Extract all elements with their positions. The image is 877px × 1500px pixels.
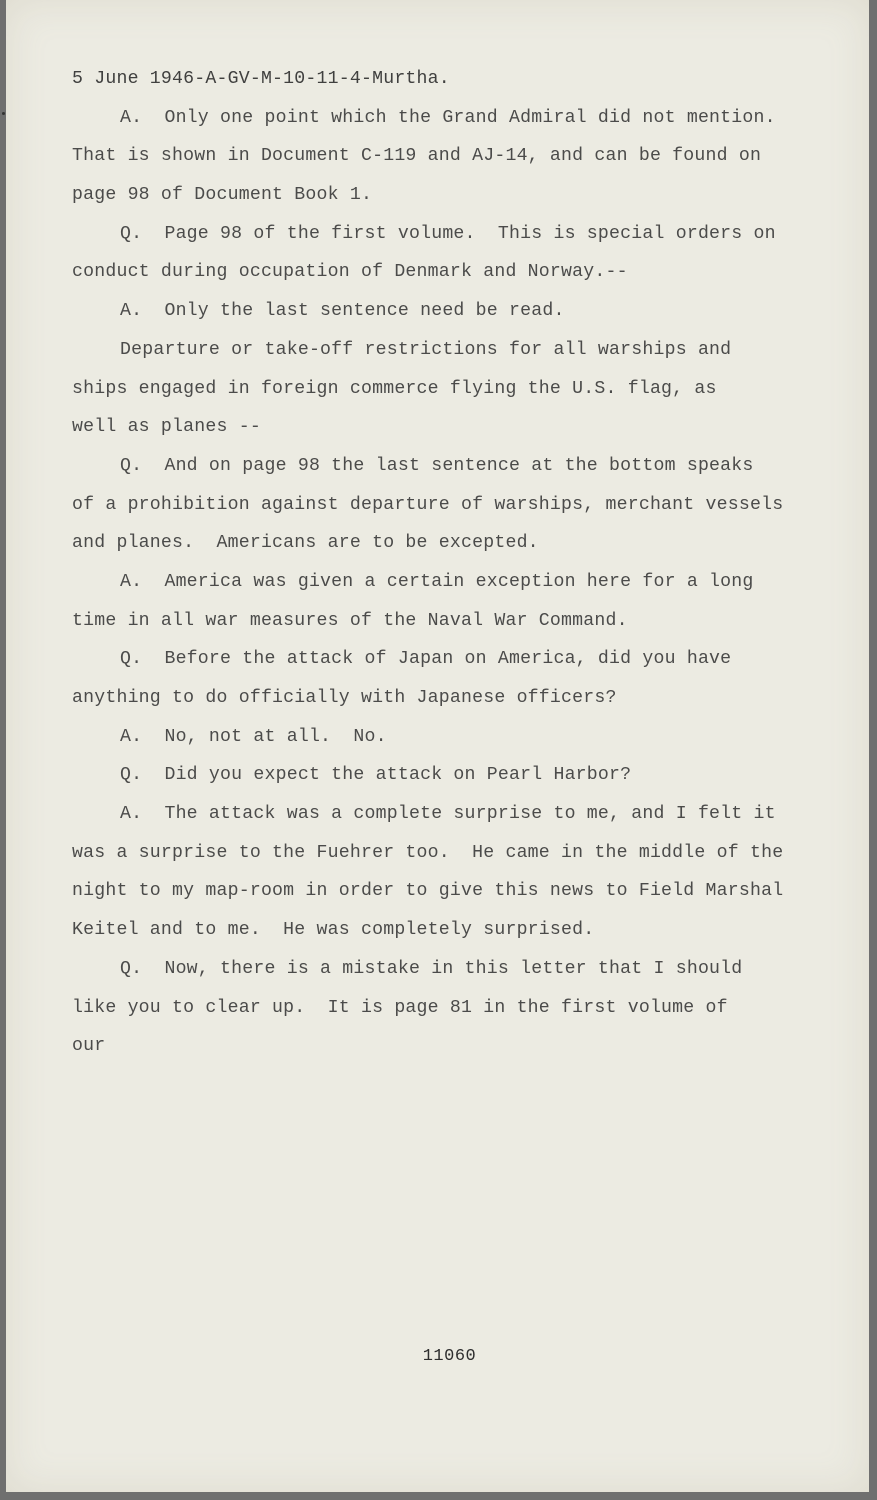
transcript-line: Q. And on page 98 the last sentence at the bottom speaks bbox=[120, 455, 754, 476]
transcript-line: well as planes -- bbox=[72, 417, 261, 438]
transcript-line: A. Only the last sentence need be read. bbox=[120, 301, 565, 322]
transcript-line: like you to clear up. It is page 81 in the first volume of bbox=[72, 997, 728, 1018]
transcript-line: A. Only one point which the Grand Admiral did not mention. bbox=[120, 107, 776, 128]
transcript-line: and planes. Americans are to be excepted. bbox=[72, 533, 539, 554]
page-number: 11060 bbox=[422, 1347, 477, 1366]
transcript-line: conduct during occupation of Denmark and Norway.-- bbox=[72, 262, 628, 283]
transcript-line: A. No, not at all. No. bbox=[120, 726, 387, 747]
transcript-line: page 98 of Document Book 1. bbox=[72, 185, 373, 206]
transcript-line: That is shown in Document C-119 and AJ-14, and can be found on bbox=[72, 146, 762, 167]
transcript-line: Q. Now, there is a mistake in this letter that I should bbox=[120, 958, 743, 979]
transcript-line: anything to do officially with Japanese officers? bbox=[72, 688, 617, 708]
transcript-lines bbox=[72, 99, 832, 1066]
transcript-line: was a surprise to the Fuehrer too. He came in the middle of the bbox=[72, 842, 784, 863]
transcript-line: Q. Page 98 of the first volume. This is special orders on bbox=[120, 223, 776, 244]
transcript-line: Q. Before the attack of Japan on America, did you have bbox=[120, 649, 732, 670]
transcript-line: time in all war measures of the Naval War Command. bbox=[72, 610, 628, 631]
transcript-line: of a prohibition against departure of warships, merchant vessels bbox=[72, 494, 784, 515]
transcript-line: A. America was given a certain exception here for a long bbox=[120, 571, 754, 592]
transcript-line: Departure or take-off restrictions for all warships and bbox=[120, 339, 732, 360]
document-page bbox=[6, 0, 869, 1492]
transcript-line: night to my map-room in order to give this news to Field Marshal bbox=[72, 881, 784, 902]
transcript-line: our bbox=[72, 1036, 106, 1057]
transcript-line: Q. Did you expect the attack on Pearl Harbor? bbox=[120, 765, 632, 786]
document-header: 5 June 1946-A-GV-M-10-11-4-Murtha. bbox=[72, 69, 450, 89]
transcript-line: ships engaged in foreign commerce flying the U.S. flag, as bbox=[72, 378, 717, 399]
transcript-line: Keitel and to me. He was completely surprised. bbox=[72, 920, 595, 941]
margin-mark bbox=[2, 112, 5, 115]
transcript-body bbox=[72, 60, 832, 1066]
transcript-line: A. The attack was a complete surprise to me, and I felt it bbox=[120, 804, 776, 825]
